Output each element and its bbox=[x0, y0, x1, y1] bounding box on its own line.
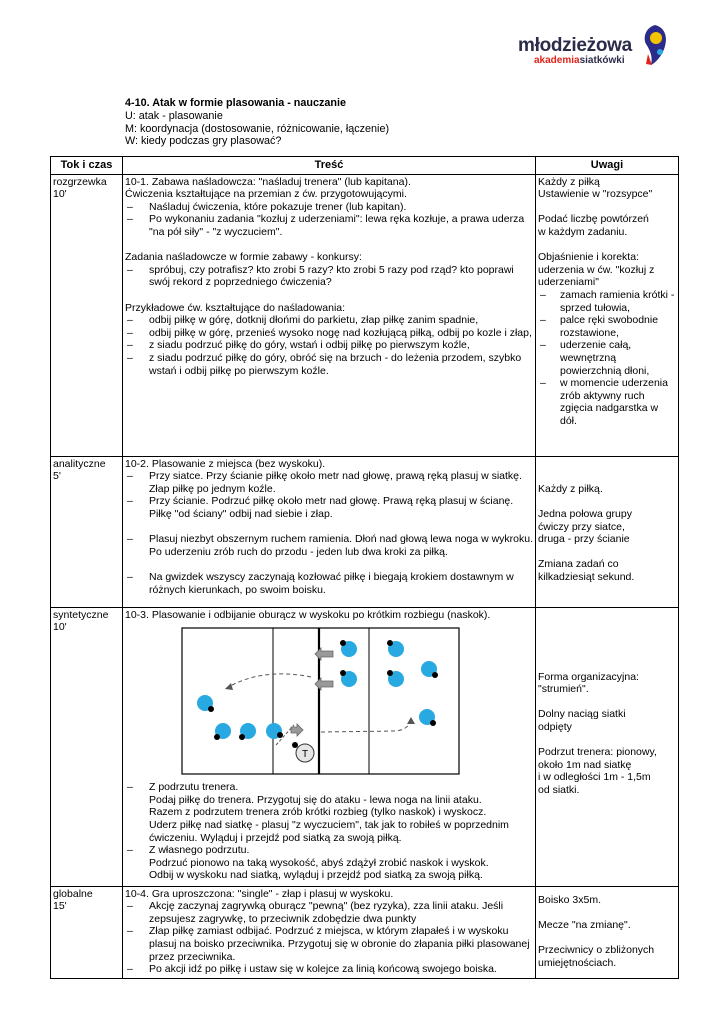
list-item: – Po akcji idź po piłkę i ustaw się w kolejce za linią końcową swojego boiska. bbox=[125, 963, 533, 976]
lesson-title: 4-10. Atak w formie plasowania - nauczanie bbox=[125, 97, 347, 109]
list-item: – Z podrzutu trenera. Podaj piłkę do trenera. Przygotuj się do ataku - lewa noga na linii ataku. Razem z podrzutem trenera zrób krótki rozbieg (tylko naskok) i wyskocz. Uderz piłkę nad siatkę - plasuj "z wyczuciem", tak jak to robiłeś w poprzednim ćwiczeniu. Wyląduj i przejdź pod siatką za swoją piłką. bbox=[125, 781, 533, 844]
list-item: – z siadu podrzuć piłkę do góry, wstań i odbij piłkę po pierwszym koźle, bbox=[125, 339, 533, 352]
tresc-cell: 10-4. Gra uproszczona: "single" - złap i plasuj w wyskoku. – Akcję zaczynaj zagrywką oburącz "pewną" (bez ryzyka), zza linii ataku. Jeśli zepsujesz zagrywkę, to przeciwnik zdobędzie dwa punkty – Złap piłkę zamiast odbijać. Podrzuć z miejsca, w którym złapałeś i w wyskoku plasuj na boisko przeciwnika. Przygotuj się w obronie do złapania piłki plasowanej przez przeciwnika. – Po akcji idź po piłkę i ustaw się w kolejce za linią końcową swojego boiska. bbox=[123, 886, 536, 978]
player-ball bbox=[421, 661, 438, 678]
player-ball bbox=[266, 723, 283, 739]
list-item: – Plasuj niezbyt obszernym ruchem ramienia. Dłoń nad głową lewa noga w wykroku. Po uderzeniu zrób ruch do przodu - jeden lub dwa kroki za piłką. bbox=[125, 533, 533, 558]
list-item: – uderzenie całą, wewnętrzną powierzchnią dłoni, bbox=[538, 339, 676, 377]
list-item: – Złap piłkę zamiast odbijać. Podrzuć z miejsca, w którym złapałeś i w wyskoku plasuj na boisko przeciwnika. Przygotuj się w obronie do złapania piłki plasowanej przez przeciwnika. bbox=[125, 925, 533, 963]
list-item: – odbij piłkę w górę, przenieś wysoko nogę nad kozłującą piłką, odbij po kozle i złap, bbox=[125, 327, 533, 340]
tresc-cell: 10-2. Plasowanie z miejsca (bez wyskoku). – Przy siatce. Przy ścianie piłkę około metr nad głowę, prawą ręką plasuj w siatkę. Złap piłkę po jednym koźle. – Przy ścianie. Podrzuć piłkę około metr nad głowę. Prawą ręką plasuj w ścianę. Piłkę "od ściany" odbij nad siebie i złap. – Plasuj niezbyt obszernym ruchem ramienia. Dłoń nad głową lewa noga w wykroku. Po uderzeniu zrób ruch do przodu - jeden lub dwa kroki za piłką. – Na gwizdek wszyscy zaczynają kozłować piłkę i biegają krokiem dostawnym w różnych kierunkach, po swoim boisku. bbox=[123, 456, 536, 607]
table-row bbox=[51, 174, 679, 456]
list-item: – z siadu podrzuć piłkę do góry, obróć się na brzuch - do leżenia przodem, szybko wstań i odbij piłkę po pierwszym koźle. bbox=[125, 352, 533, 377]
uwagi-cell: Boisko 3x5m. Mecze "na zmianę". Przeciwnicy o zbliżonych umiejętnościach. bbox=[536, 886, 679, 978]
player-ball bbox=[239, 723, 256, 740]
player-ball bbox=[214, 723, 231, 740]
table-row bbox=[51, 886, 679, 978]
tok-cell: rozgrzewka 10' bbox=[51, 174, 123, 456]
logo-subtitle: akademiasiatkówki bbox=[534, 55, 625, 66]
logo-title: młodzieżowa bbox=[518, 35, 632, 56]
list-item: – Naśladuj ćwiczenia, które pokazuje trener (lub kapitan). bbox=[125, 201, 533, 214]
player-ball bbox=[197, 695, 214, 712]
tok-cell: globalne 15' bbox=[51, 886, 123, 978]
player-ball bbox=[387, 670, 404, 687]
trainer-marker bbox=[292, 742, 314, 762]
header-line: W: kiedy podczas gry plasować? bbox=[125, 135, 282, 148]
lesson-table bbox=[50, 156, 679, 979]
tresc-cell: 10-1. Zabawa naśladowcza: "naśladuj trenera" (lub kapitana). Ćwiczenia kształtujące na przemian z ćw. przygotowującymi. – Naśladuj ćwiczenia, które pokazuje trener (lub kapitan). – Po wykonaniu zadania "kozłuj z uderzeniami": lewa ręka kozłuje, a prawa uderza "na pół siły" - "z wyczuciem". Zadania naśladowcze w formie zabawy - konkursy: – spróbuj, czy potrafisz? kto zrobi 5 razy? kto zrobi 5 razy pod rząd? kto poprawi swój rekord z poprzedniego ćwiczenia? Przykładowe ćw. kształtujące do naśladowania: – odbij piłkę w górę, dotknij dłońmi do parkietu, złap piłkę zanim spadnie, – odbij piłkę w górę, przenieś wysoko nogę nad kozłującą piłką, odbij po kozle i złap, – z siadu podrzuć piłkę do góry, wstań i odbij piłkę po pierwszym koźle, – z siadu podrzuć piłkę do góry, obróć się na brzuch - do leżenia przodem, szybko wstań i odbij piłkę po pierwszym koźle. bbox=[123, 174, 536, 456]
drill-diagram bbox=[181, 627, 521, 777]
player-ball bbox=[340, 670, 357, 687]
logo-emblem-icon bbox=[642, 24, 668, 66]
list-item: – Przy siatce. Przy ścianie piłkę około metr nad głowę, prawą ręką plasuj w siatkę. Złap piłkę po jednym koźle. bbox=[125, 470, 533, 495]
list-item: – w momencie uderzenia zrób aktywny ruch zgięcia nadgarstka w dół. bbox=[538, 377, 676, 427]
trainer-label: T bbox=[301, 749, 309, 761]
list-item: – Po wykonaniu zadania "kozłuj z uderzeniami": lewa ręka kozłuje, a prawa uderza "na pół siły" - "z wyczuciem". bbox=[125, 213, 533, 238]
list-item: – odbij piłkę w górę, dotknij dłońmi do parkietu, złap piłkę zanim spadnie, bbox=[125, 314, 533, 327]
list-item: – Na gwizdek wszyscy zaczynają kozłować piłkę i biegają krokiem dostawnym w różnych kierunkach, po swoim boisku. bbox=[125, 571, 533, 596]
player-ball bbox=[387, 640, 404, 657]
table-row bbox=[51, 456, 679, 607]
column-header: Uwagi bbox=[536, 157, 679, 175]
list-item: – Z własnego podrzutu. Podrzuć pionowo na taką wysokość, abyś zdążył zrobić naskok i wyskok. Odbij w wyskoku nad siatką, wyląduj i przejdź pod siatką za swoją piłką. bbox=[125, 844, 533, 882]
uwagi-cell: Forma organizacyjna: "strumień". Dolny naciąg siatki odpięty Podrzut trenera: pionowy, około 1m nad siatkę i w odległości 1m - 1,5m od siatki. bbox=[536, 607, 679, 886]
table-row bbox=[51, 607, 679, 886]
tok-cell: syntetyczne 10' bbox=[51, 607, 123, 886]
column-header: Treść bbox=[123, 157, 536, 175]
uwagi-cell: Każdy z piłką Ustawienie w "rozsypce" Podać liczbę powtórzeń w każdym zadaniu. Objaśnienie i korekta: uderzenia w ćw. "kozłuj z uderzeniami" – zamach ramienia krótki - sprzed tułowia, – palce ręki swobodnie rozstawione, – uderzenie całą, wewnętrzną powierzchnią dłoni, – w momencie uderzenia zrób aktywny ruch zgięcia nadgarstka w dół. bbox=[536, 174, 679, 456]
tok-cell: analityczne 5' bbox=[51, 456, 123, 607]
list-item: – Przy ścianie. Podrzuć piłkę około metr nad głowę. Prawą ręką plasuj w ścianę. Piłkę "od ściany" odbij nad siebie i złap. bbox=[125, 495, 533, 520]
list-item: – palce ręki swobodnie rozstawione, bbox=[538, 314, 676, 339]
table-header-row bbox=[51, 157, 679, 175]
dashed-arrow bbox=[321, 719, 411, 732]
lesson-header bbox=[125, 97, 389, 148]
logo bbox=[518, 24, 668, 70]
player-ball bbox=[340, 640, 357, 657]
header-line: M: koordynacja (dostosowanie, różnicowanie, łączenie) bbox=[125, 122, 390, 135]
list-item: – spróbuj, czy potrafisz? kto zrobi 5 razy? kto zrobi 5 razy pod rząd? kto poprawi swój rekord z poprzedniego ćwiczenia? bbox=[125, 264, 533, 289]
list-item: – Akcję zaczynaj zagrywką oburącz "pewną" (bez ryzyka), zza linii ataku. Jeśli zepsujesz zagrywkę, to przeciwnik zdobędzie dwa punkty bbox=[125, 900, 533, 925]
list-item: – zamach ramienia krótki - sprzed tułowia, bbox=[538, 289, 676, 314]
dashed-arrow bbox=[225, 674, 311, 689]
header-line: U: atak - plasowanie bbox=[125, 109, 223, 122]
uwagi-cell: Każdy z piłką. Jedna połowa grupy ćwiczy przy siatce, druga - przy ścianie Zmiana zadań co kilkadziesiąt sekund. bbox=[536, 456, 679, 607]
tresc-cell: 10-3. Plasowanie i odbijanie oburącz w wyskoku po krótkim rozbiegu (naskok). T – Z podrzutu trenera. Podaj piłkę do trenera. Przygotuj się do ataku - lewa noga na linii ataku. Razem z podrzutem trenera zrób krótki rozbieg (tylko naskok) i wyskocz. Uderz piłkę nad siatkę - plasuj "z wyczuciem", tak jak to robiłeś w poprzednim ćwiczeniu. Wyląduj i przejdź pod siatką za swoją piłką. – Z własnego podrzutu. Podrzuć pionowo na taką wysokość, abyś zdążył zrobić naskok i wyskok. Odbij w wyskoku nad siatką, wyląduj i przejdź pod siatką za swoją piłką. bbox=[123, 607, 536, 886]
player-ball bbox=[419, 709, 436, 726]
column-header: Tok i czas bbox=[51, 157, 123, 175]
arrow-under-net bbox=[291, 648, 333, 736]
